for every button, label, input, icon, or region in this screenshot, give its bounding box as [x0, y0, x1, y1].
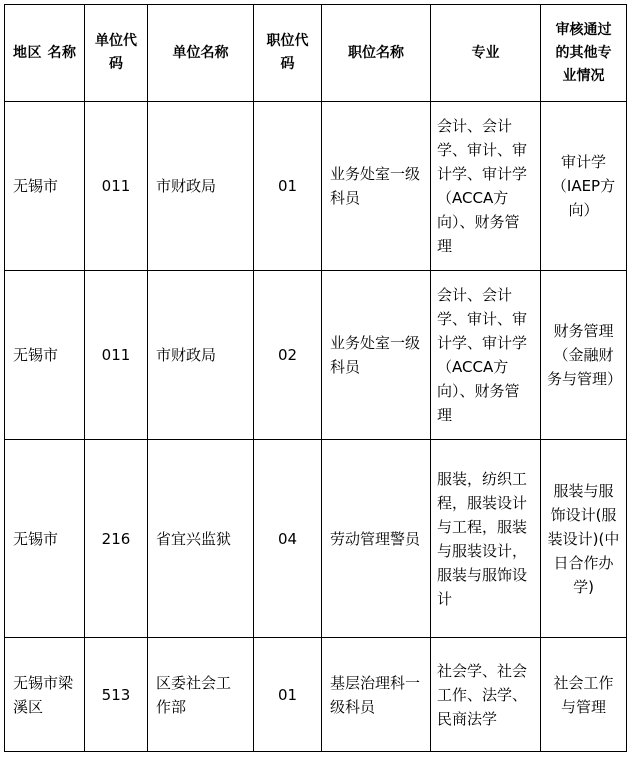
cell-post-code: 01 — [254, 638, 322, 752]
header-post-code: 职位代码 — [254, 5, 322, 102]
cell-major: 会计、会计学、审计、审计学、审计学（ACCA方向）、财务管理 — [431, 271, 541, 440]
cell-post-name: 劳动管理警员 — [322, 440, 431, 638]
cell-unit-code: 216 — [85, 440, 148, 638]
header-major: 专业 — [431, 5, 541, 102]
cell-unit-code: 011 — [85, 271, 148, 440]
cell-unit-code: 513 — [85, 638, 148, 752]
table-row — [5, 271, 627, 440]
cell-unit-code: 011 — [85, 102, 148, 271]
cell-region: 无锡市 — [5, 102, 85, 271]
cell-other-majors: 审计学（IAEP方向） — [541, 102, 627, 271]
cell-region: 无锡市 — [5, 440, 85, 638]
header-unit-code: 单位代码 — [85, 5, 148, 102]
cell-post-name: 基层治理科一级科员 — [322, 638, 431, 752]
cell-other-majors: 社会工作与管理 — [541, 638, 627, 752]
cell-major: 服装，纺织工程，服装设计与工程，服装与服装设计，服装与服饰设计 — [431, 440, 541, 638]
cell-other-majors: 财务管理（金融财务与管理） — [541, 271, 627, 440]
positions-table — [4, 4, 627, 752]
cell-other-majors: 服装与服饰设计(服装设计)(中日合作办学) — [541, 440, 627, 638]
header-unit-name: 单位名称 — [148, 5, 254, 102]
cell-post-code: 02 — [254, 271, 322, 440]
cell-region: 无锡市 — [5, 271, 85, 440]
cell-post-code: 01 — [254, 102, 322, 271]
table-row — [5, 638, 627, 752]
header-region: 地区 名称 — [5, 5, 85, 102]
cell-major: 会计、会计学、审计、审计学、审计学（ACCA方向）、财务管理 — [431, 102, 541, 271]
header-other-majors: 审核通过的其他专业情况 — [541, 5, 627, 102]
cell-unit-name: 市财政局 — [148, 271, 254, 440]
cell-region: 无锡市梁溪区 — [5, 638, 85, 752]
cell-unit-name: 省宜兴监狱 — [148, 440, 254, 638]
header-post-name: 职位名称 — [322, 5, 431, 102]
table-row — [5, 102, 627, 271]
cell-unit-name: 市财政局 — [148, 102, 254, 271]
header-row — [5, 5, 627, 102]
cell-major: 社会学、社会工作、法学、民商法学 — [431, 638, 541, 752]
cell-post-name: 业务处室一级科员 — [322, 102, 431, 271]
cell-post-code: 04 — [254, 440, 322, 638]
cell-post-name: 业务处室一级科员 — [322, 271, 431, 440]
table-row — [5, 440, 627, 638]
cell-unit-name: 区委社会工作部 — [148, 638, 254, 752]
